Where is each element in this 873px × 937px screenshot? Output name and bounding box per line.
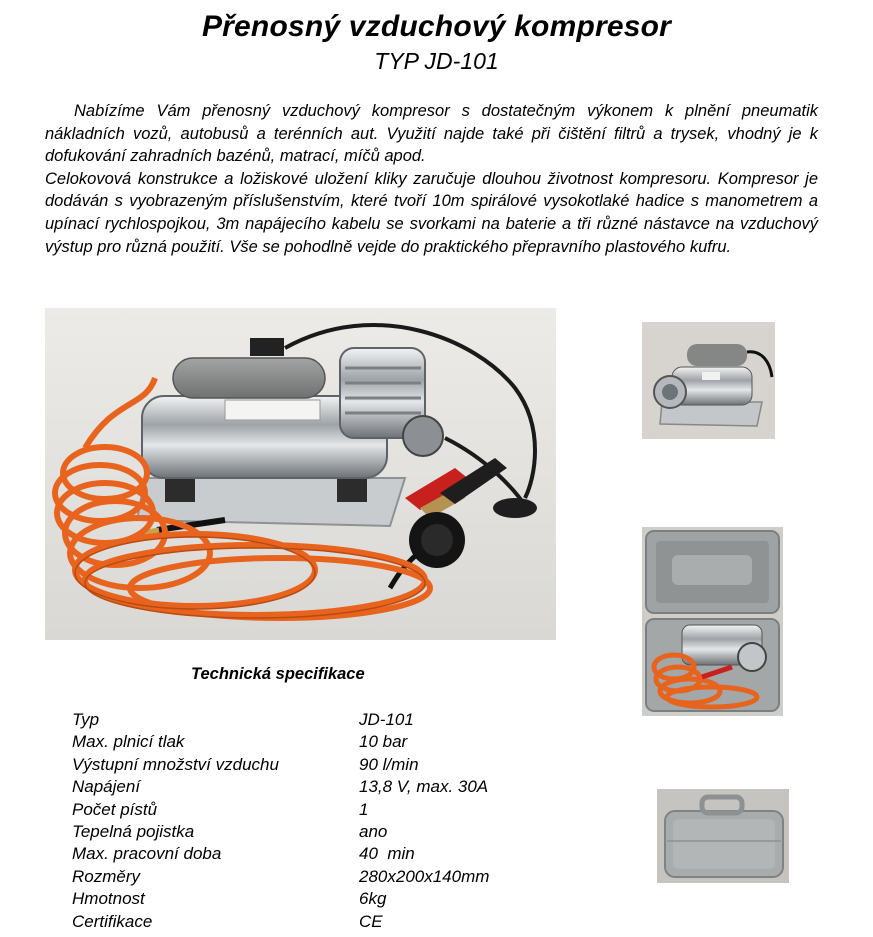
spec-row [72,866,599,888]
spec-label: Max. pracovní doba [72,844,222,864]
spec-label: Typ [72,710,100,729]
spec-value: 13,8 V, max. 30A [359,777,489,797]
spec-label: Rozměry [72,866,141,886]
main-product-photo [45,308,556,640]
spec-value: 10 bar [359,732,408,752]
spec-row [72,821,599,843]
spec-row [72,754,599,776]
intro-paragraph-1: Nabízíme Vám přenosný vzduchový kompresor s dostatečným výkonem k plnění pneumatik nákladních vozů, autobusů a terénních aut. Využití najde také při čištění filtrů a trysek, vhodný je k dofukování zahradních bazénů, matrací, míčů apod. [45,102,818,166]
spec-label: Tepelná pojistka [72,822,195,842]
spec-label: Napájení [72,777,141,797]
spec-label: Max. plnicí tlak [72,732,185,752]
spec-label: Hmotnost [72,889,145,909]
spec-row [72,799,599,821]
spec-value: ano [359,822,388,842]
spec-value: CE [359,911,383,931]
spec-row [72,843,599,865]
spec-label: Certifikace [72,911,153,931]
spec-label: Počet pístů [72,799,158,819]
intro-paragraph-2: Celokovová konstrukce a ložiskové uložení kliky zaručuje dlouhou životnost kompresoru. Kompresor je dodáván s vyobrazeným příslušenstvím, které tvoří 10m spirálové vysokotlaké hadice s manometrem a upínací rychlospojkou, 3m napájecího kabelu se svorkami na baterie a tři různé nástavce na vzduchový výstup pro různá použití. Vše se pohodlně vejde do praktického přepravního plastového kufru. [45,169,818,256]
spec-table [72,709,599,933]
spec-row [72,731,599,753]
thumbnail-compressor-photo [642,322,775,439]
spec-row [72,776,599,798]
spec-value: 40 min [359,844,415,864]
spec-value: 6kg [359,889,387,909]
page-title: Přenosný vzduchový kompresor [201,10,672,43]
spec-value: JD-101 [359,710,414,729]
spec-value: 280x200x140mm [359,866,490,886]
spec-label: Výstupní množství vzduchu [72,754,279,774]
spec-title: Technická specifikace [191,665,365,683]
spec-value: 90 l/min [359,754,419,774]
page-subtitle: TYP JD-101 [374,48,499,74]
thumbnail-open-case-photo [642,527,783,716]
intro-text [45,100,818,258]
thumbnail-closed-case-photo [657,789,789,883]
spec-row [72,709,599,731]
spec-value: 1 [359,799,369,819]
spec-row [72,888,599,910]
spec-row [72,911,599,933]
